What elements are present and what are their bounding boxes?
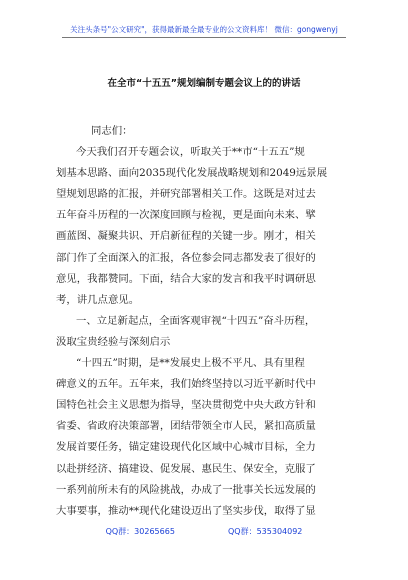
footer-qq-groups xyxy=(0,526,408,537)
body-line: 国特色社会主义思想为指导，坚决贯彻党中央大政方针和 xyxy=(56,399,316,412)
body-line: 发展首要任务，锚定建设现代化区域中心城市目标，全力 xyxy=(56,441,316,454)
body-line: 考，讲几点意见。 xyxy=(56,293,140,306)
body-line: 碑意义的五年。五年来，我们始终坚持以习近平新时代中 xyxy=(56,378,316,391)
header-promo-note: 关注头条号"公文研究"，获得最新最全最专业的公文资料库！ 微信：gongwenyj xyxy=(70,25,338,34)
qq-group-2: QQ群：535304092 xyxy=(228,527,303,536)
body-line: 部门作了全面深入的汇报，各位参会同志都发表了很好的 xyxy=(56,251,316,264)
qq-group-1: QQ群：30265665 xyxy=(105,527,175,536)
section-heading: 汲取宝贵经验与深刻启示 xyxy=(56,335,171,348)
body-line: 以赴拼经济、搞建设、促发展、惠民生、保安全，克服了 xyxy=(56,462,316,475)
body-line: 今天我们召开专题会议，听取关于**市“十五五”规 xyxy=(76,146,305,159)
document-title: 在全市“十五五”规划编制专题会议上的的讲话 xyxy=(107,78,301,89)
header-divider xyxy=(62,37,346,38)
body-line: “十四五”时期，是**发展史上极不平凡、具有里程 xyxy=(76,357,305,370)
document-body xyxy=(56,121,328,522)
body-line: 五年奋斗历程的一次深度回顾与检视，更是面向未来、擘 xyxy=(56,209,316,222)
body-line: 划基本思路、面向2035现代化发展战略规划和2049远景展 xyxy=(56,167,328,180)
salutation: 同志们： xyxy=(91,125,133,137)
body-line: 大事要事，推动**现代化建设迈出了坚实步伐，取得了显 xyxy=(56,504,316,517)
body-line: 画蓝图、凝聚共识、开启新征程的关键一步。刚才，相关 xyxy=(56,230,316,243)
body-line: 望规划思路的汇报，并研究部署相关工作。这既是对过去 xyxy=(56,188,316,201)
body-line: 一系列前所未有的风险挑战，办成了一批事关长远发展的 xyxy=(56,483,316,496)
body-line: 省委、省政府决策部署，团结带领全市人民，紧扣高质量 xyxy=(56,420,316,433)
section-heading: 一、立足新起点，全面客观审视“十四五”奋斗历程， xyxy=(76,314,316,327)
body-line: 意见，我都赞同。下面，结合大家的发言和我平时调研思 xyxy=(56,272,316,285)
